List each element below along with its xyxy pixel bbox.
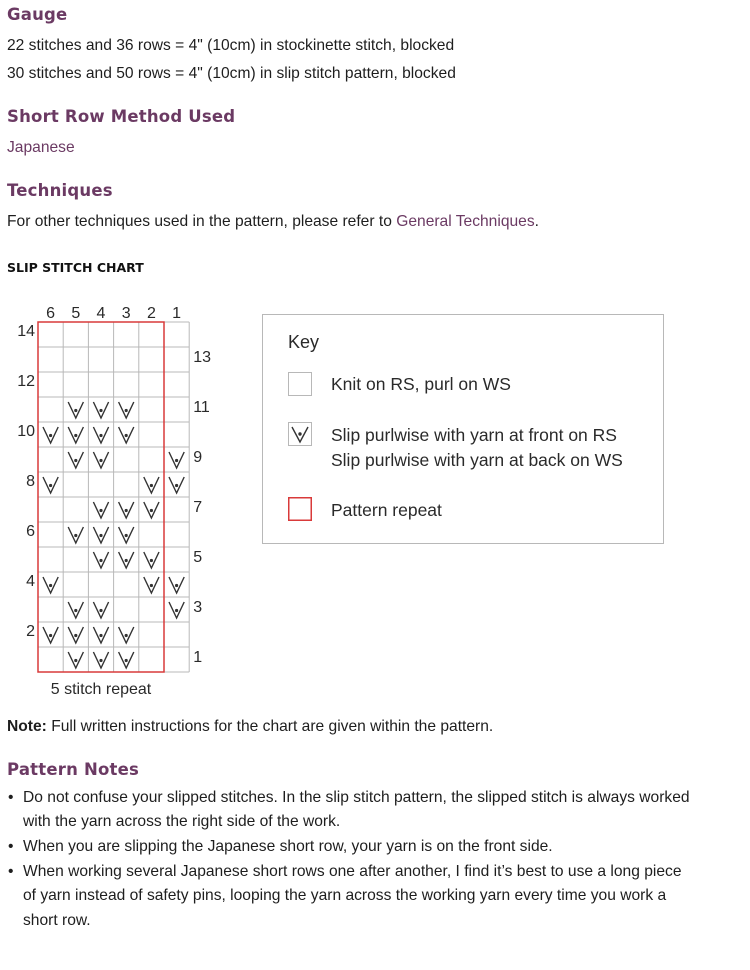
repeat-label: 5 stitch repeat: [50, 681, 152, 698]
chart-title: SLIP STITCH CHART: [7, 260, 144, 275]
empty-square-icon: [288, 372, 312, 396]
short-row-method: Japanese: [7, 139, 75, 156]
chart-labels: [17, 305, 211, 698]
slip-stitch-symbol: [144, 577, 159, 593]
row-number-right: 11: [193, 399, 210, 416]
slip-stitch-symbol: [68, 427, 83, 443]
slip-stitch-symbol: [144, 502, 159, 518]
slip-stitch-symbol: [43, 627, 58, 643]
slip-stitch-symbol: [93, 627, 108, 643]
slip-stitch-symbol: [119, 402, 134, 418]
slip-stitch-symbol: [93, 502, 108, 518]
row-number-right: 5: [193, 549, 203, 566]
slip-stitch-symbol: [68, 452, 83, 468]
row-number-right: 1: [193, 649, 203, 666]
chart-note: [7, 718, 493, 736]
column-number: 2: [146, 305, 156, 322]
note-label: Note:: [7, 718, 47, 735]
note-2-line-1: When you are slipping the Japanese short row, your yarn is on the front side.: [23, 838, 553, 855]
chart-key-box: [262, 314, 664, 544]
slip-stitch-symbol: [119, 627, 134, 643]
column-number: 3: [121, 305, 131, 322]
row-number-left: 8: [26, 473, 35, 490]
column-number: 5: [71, 305, 81, 322]
slip-stitch-symbol: [68, 652, 83, 668]
pattern-notes-heading: Pattern Notes: [7, 760, 140, 779]
slip-stitch-symbol: [93, 652, 108, 668]
general-techniques-link[interactable]: General Techniques: [396, 213, 535, 230]
row-number-right: 9: [193, 449, 203, 466]
slip-stitch-symbol: [93, 452, 108, 468]
short-row-heading: Short Row Method Used: [7, 107, 236, 126]
bullet-icon: •: [8, 863, 14, 880]
gauge-line-stockinette: 22 stitches and 36 rows = 4" (10cm) in stockinette stitch, blocked: [7, 37, 455, 54]
column-number: 1: [172, 305, 182, 322]
slip-stitch-symbol: [93, 552, 108, 568]
row-number-right: 7: [193, 499, 203, 516]
techniques-text-end: .: [534, 213, 539, 230]
slip-stitch-chart: [0, 295, 240, 705]
techniques-text: [7, 213, 539, 231]
row-number-left: 12: [17, 373, 35, 390]
column-number: 6: [46, 305, 56, 322]
key-item-slip-rs: Slip purlwise with yarn at front on RS: [331, 425, 617, 445]
slip-stitch-symbol: [68, 627, 83, 643]
slip-stitch-symbol: [43, 477, 58, 493]
row-number-right: 3: [193, 599, 203, 616]
slip-stitch-icon: [288, 422, 312, 446]
slip-stitch-symbol: [93, 527, 108, 543]
slip-stitch-symbol: [119, 527, 134, 543]
row-number-left: 2: [26, 623, 35, 640]
slip-stitch-symbol: [119, 502, 134, 518]
gauge-line-slip-stitch: 30 stitches and 50 rows = 4" (10cm) in slip stitch pattern, blocked: [7, 65, 456, 82]
key-item-slip-ws: Slip purlwise with yarn at back on WS: [331, 450, 623, 470]
slip-stitch-symbol: [93, 402, 108, 418]
slip-stitch-symbol: [169, 577, 184, 593]
slip-stitch-symbol: [169, 477, 184, 493]
chart-grid: [38, 322, 189, 672]
row-number-left: 14: [17, 323, 35, 340]
row-number-left: 4: [26, 573, 35, 590]
slip-stitch-symbol: [43, 577, 58, 593]
bullet-icon: •: [8, 789, 14, 806]
techniques-heading: Techniques: [7, 181, 113, 200]
slip-stitch-symbol: [68, 602, 83, 618]
red-square-icon: [288, 497, 312, 521]
gauge-heading: Gauge: [7, 5, 68, 24]
slip-stitch-symbol: [43, 427, 58, 443]
slip-stitch-symbol: [144, 552, 159, 568]
column-number: 4: [96, 305, 106, 322]
slip-stitch-symbol: [119, 552, 134, 568]
row-number-left: 6: [26, 523, 35, 540]
slip-stitch-symbol: [68, 527, 83, 543]
slip-stitch-symbol: [119, 652, 134, 668]
slip-stitch-symbol: [119, 427, 134, 443]
bullet-icon: •: [8, 838, 14, 855]
slip-stitch-symbol: [169, 452, 184, 468]
row-number-right: 13: [193, 349, 211, 366]
note-text: Full written instructions for the chart are given within the pattern.: [46, 718, 494, 735]
key-item-pattern-repeat: Pattern repeat: [331, 500, 442, 520]
key-title: Key: [288, 332, 320, 352]
note-1-line-2: with the yarn across the right side of the work.: [23, 813, 341, 830]
note-3-line-3: short row.: [23, 912, 91, 929]
slip-stitch-symbol: [169, 602, 184, 618]
slip-stitch-symbol: [93, 427, 108, 443]
key-item-knit: Knit on RS, purl on WS: [331, 374, 511, 394]
note-3-line-1: When working several Japanese short rows one after another, I find it’s best to use a long piece: [23, 863, 682, 880]
row-number-left: 10: [17, 423, 35, 440]
slip-stitch-symbol: [144, 477, 159, 493]
note-3-line-2: of yarn instead of safety pins, looping the yarn across the working yarn every time you work a: [23, 887, 667, 904]
note-1-line-1: Do not confuse your slipped stitches. In the slip stitch pattern, the slipped stitch is always worked: [23, 789, 690, 806]
slip-stitch-symbol: [68, 402, 83, 418]
slip-stitch-symbol: [93, 602, 108, 618]
techniques-text-lead: For other techniques used in the pattern, please refer to: [7, 213, 397, 230]
